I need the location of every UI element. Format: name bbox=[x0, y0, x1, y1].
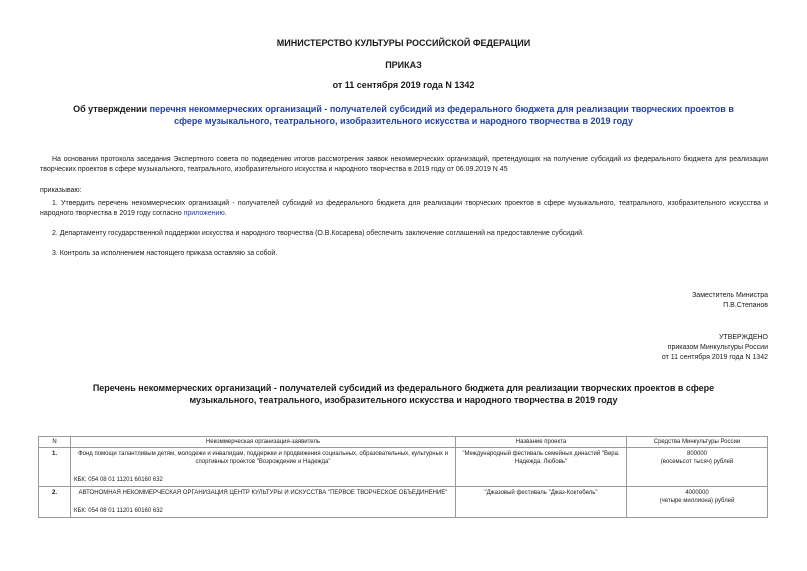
list-title: Перечень некоммерческих организаций - получателей субсидий из федерального бюджета для реализации творческих проектов в сфере музыкального, театрального, изобразительного искусства и народного творчества в 2019 году bbox=[92, 383, 715, 405]
org-kbk: КБК: 054 08 01 11201 60160 632 bbox=[74, 508, 163, 514]
recipients-table bbox=[38, 436, 768, 518]
org-kbk: КБК: 054 08 01 11201 60160 632 bbox=[74, 477, 163, 483]
approval-line-2: от 11 сентября 2019 года N 1342 bbox=[661, 354, 768, 361]
org-name: Фонд помощи талантливым детям, молодежи и инвалидам, поддержки и продвижения социальных, образовательных, культурных и спортивных проектов "Возрождение и Надежда" bbox=[78, 451, 448, 465]
approval-word: УТВЕРЖДЕНО bbox=[718, 334, 768, 341]
funds-amount: 4000000 bbox=[685, 490, 709, 496]
signature-position: Заместитель Министра bbox=[692, 292, 768, 299]
row-funds bbox=[627, 448, 768, 487]
row-project: "Джазовый фестиваль "Джаз-Коктебель" bbox=[456, 487, 627, 518]
ministry-heading: МИНИСТЕРСТВО КУЛЬТУРЫ РОССИЙСКОЙ ФЕДЕРАЦИИ bbox=[276, 38, 531, 48]
funds-amount: 800000 bbox=[686, 451, 708, 457]
header-project: Название проекта bbox=[456, 437, 627, 448]
approval-line-1: приказом Минкультуры России bbox=[667, 344, 768, 351]
row-org bbox=[71, 487, 456, 518]
order-title-prefix: Об утверждении bbox=[73, 104, 150, 114]
item-1-end: . bbox=[224, 210, 227, 217]
funds-words: (четыре миллиона) рублей bbox=[659, 498, 735, 504]
doc-type-heading: ПРИКАЗ bbox=[385, 60, 422, 70]
order-word: приказываю: bbox=[40, 187, 82, 194]
item-1 bbox=[40, 199, 768, 219]
item-2: 2. Департаменту государственной поддержки искусства и народного творчества (О.В.Косарева) обеспечить заключение соглашений на предоставление субсидий. bbox=[52, 230, 585, 237]
item-1-text: 1. Утвердить перечень некоммерческих организаций - получателей субсидий из федерального бюджета для реализации творческих проектов в сфере музыкального, театрального, изобразительного искусства и народного творчества в 2019 году согласно bbox=[40, 200, 768, 217]
org-name: АВТОНОМНАЯ НЕКОММЕРЧЕСКАЯ ОРГАНИЗАЦИЯ ЦЕНТР КУЛЬТУРЫ И ИСКУССТВА "ПЕРВОЕ ТВОРЧЕСКОЕ ОБЪЕДИНЕНИЕ" bbox=[78, 490, 448, 496]
item-3: 3. Контроль за исполнением настоящего приказа оставляю за собой. bbox=[52, 250, 278, 257]
header-org: Некоммерческая организация-заявитель bbox=[71, 437, 456, 448]
header-funds: Средства Минкультуры России bbox=[627, 437, 768, 448]
order-title bbox=[70, 103, 737, 127]
appendix-link[interactable]: приложению bbox=[183, 210, 225, 217]
table-row bbox=[39, 487, 768, 518]
approval-block bbox=[662, 333, 768, 363]
row-number: 2. bbox=[39, 487, 71, 518]
order-date-number: от 11 сентября 2019 года N 1342 bbox=[332, 80, 475, 90]
row-number: 1. bbox=[39, 448, 71, 487]
header-n: N bbox=[39, 437, 71, 448]
order-title-link[interactable]: перечня некоммерческих организаций - получателей субсидий из федерального бюджета для реализации творческих проектов в сфере музыкального, театрального, изобразительного искусства и народного творчества в 2019 году bbox=[149, 104, 734, 126]
table-row bbox=[39, 448, 768, 487]
signature-name: П.В.Степанов bbox=[723, 302, 768, 309]
row-funds bbox=[627, 487, 768, 518]
table-header-row bbox=[39, 437, 768, 448]
signature-block bbox=[692, 291, 768, 311]
basis-paragraph: На основании протокола заседания Экспертного совета по подведению итогов рассмотрения заявок некоммерческих организаций, претендующих на получение субсидий из федерального бюджета для реализации творческих проектов в сфере музыкального, театрального, изобразительного искусства и народного творчества в 2019 году от 06.09.2019 N 45 bbox=[40, 156, 768, 173]
funds-words: (восемьсот тысяч) рублей bbox=[660, 459, 734, 465]
row-project: "Международный фестиваль семейных династий "Вера. Надежда. Любовь" bbox=[456, 448, 627, 487]
row-org bbox=[71, 448, 456, 487]
